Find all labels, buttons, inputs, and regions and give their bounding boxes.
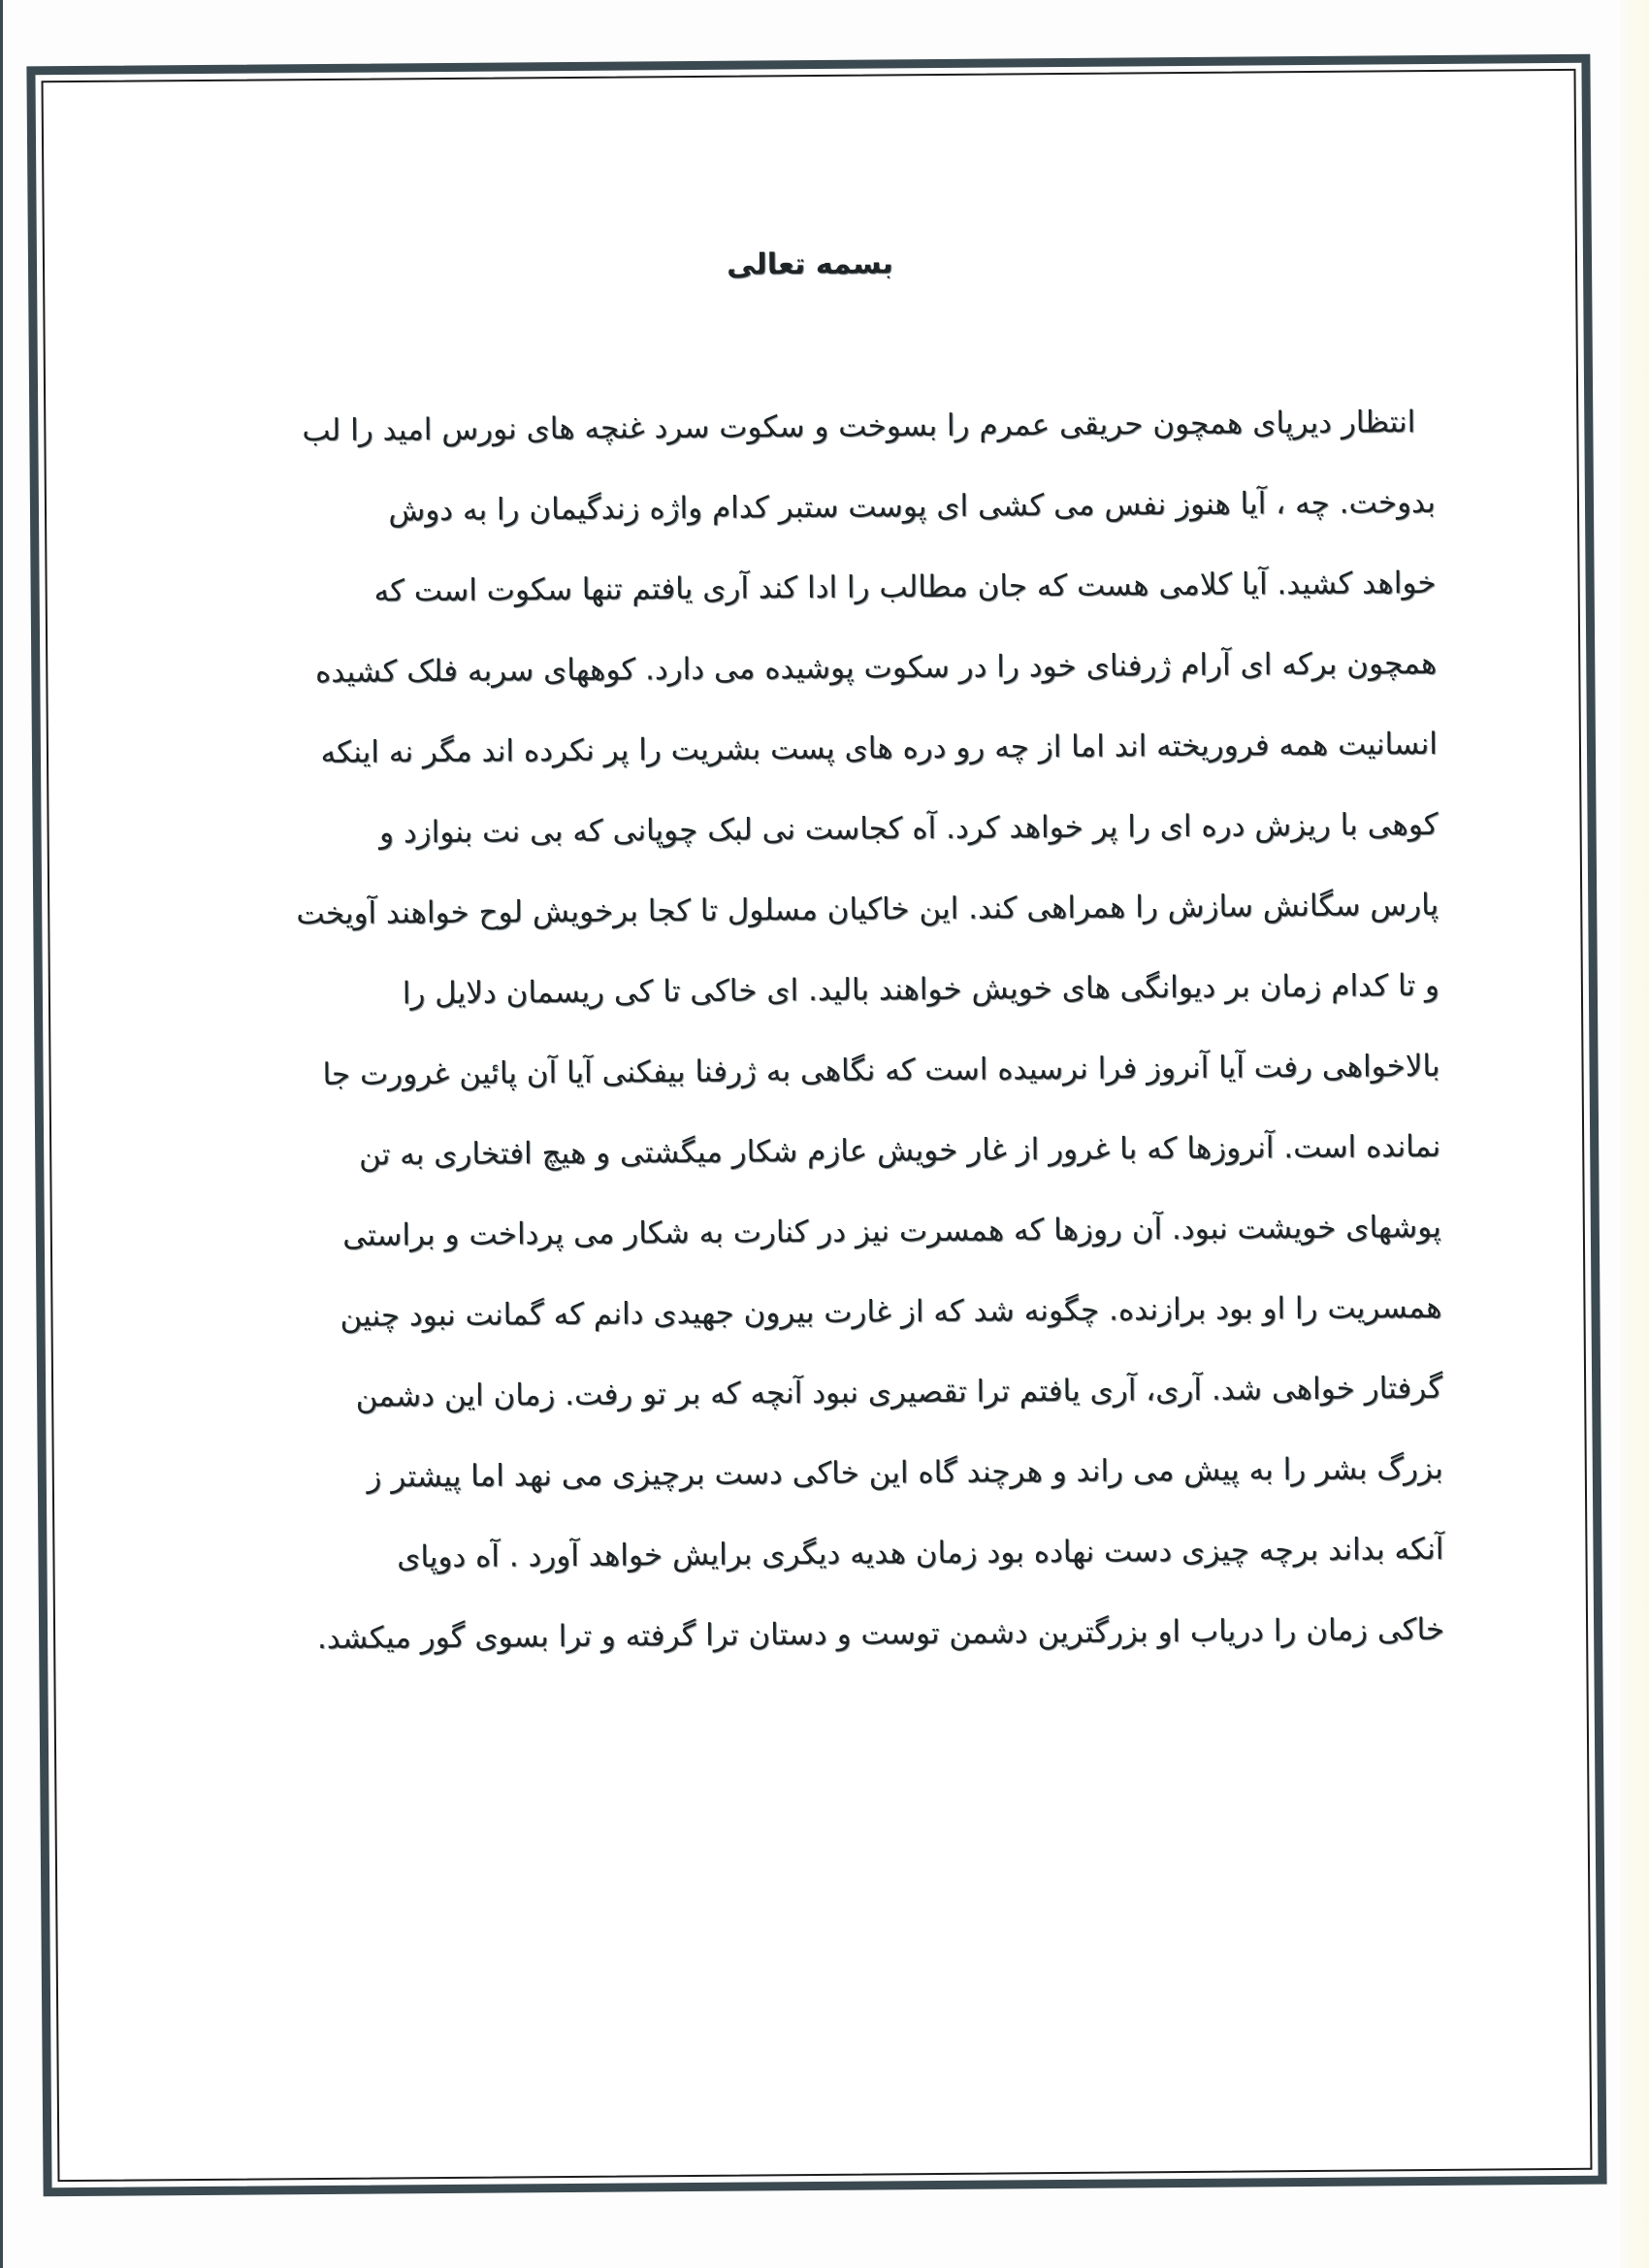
body-line: خواهد کشید. آیا کلامی هست که جان مطالب را ادا کند آری یافتم تنها سکوت است که [373,565,1437,609]
document-title: بسمه تعالی [727,246,893,282]
body-line: بالاخواهی رفت آیا آنروز فرا نرسیده است که نگاهی به ژرفنا بیفکنی آیا آن پائین غرورت جا [322,1048,1440,1092]
body-line: همچون برکه ای آرام ژرفنای خود را در سکوت پوشیده می دارد. کوههای سربه فلک کشیده [314,645,1438,691]
body-line: همسریت را او بود برازنده. چگونه شد که از غارت بیرون جهیدی دانم که گمانت نبود چنین [340,1289,1442,1334]
body-line: پارس سگانش سازش را همراهی کند. این خاکیان مسلول تا کجا برخویش لوح خواهند آویخت [296,887,1439,932]
body-line: نمانده است. آنروزها که با غرور از غار خویش عازم شکار میگشتی و هیچ افتخاری به تن [358,1128,1441,1173]
document-body [162,382,1444,1680]
body-line: انتظار دیرپای همچون حریقی عمرم را بسوخت و سکوت سرد غنچه های نورس امید را لب [302,405,1416,449]
body-line: آنکه بداند برچه چیزی دست نهاده بود زمان هدیه دیگری برایش خواهد آورد . آه دوپای [396,1531,1444,1575]
body-line: بدوخت. چه ، آیا هنوز نفس می کشی ای پوست ستبر کدام واژه زندگیمان را به دوش [388,484,1437,529]
scan-left-edge [0,0,3,2268]
body-line: گرفتار خواهی شد. آری، آری یافتم ترا تقصیری نبود آنچه که بر تو رفت. زمان این دشمن [355,1370,1443,1414]
page-border-inner [42,69,1593,2182]
body-line: انسانیت همه فروریخته اند اما از چه رو دره های پست بشریت را پر نکرده اند مگر نه اینکه [320,726,1439,771]
body-line: خاکی زمان را دریاب او بزرگترین دشمن توست و دستان ترا گرفته و ترا بسوی گور میکشد. [316,1611,1445,1657]
body-line: و تا کدام زمان بر دیوانگی های خویش خواهند بالید. ای خاکی تا کی ریسمان دلایل را [402,967,1440,1012]
body-line: کوهی با ریزش دره ای را پر خواهد کرد. آه کجاست نی لبک چوپانی که بی نت بنوازد و [378,806,1439,851]
body-line: بزرگ بشر را به پیش می راند و هرچند گاه این خاکی دست برچیزی می نهد اما پیشتر ز [367,1450,1443,1495]
body-line: پوشهای خویشت نبود. آن روزها که همسرت نیز در کنارت به شکار می پرداخت و براستی [342,1209,1441,1253]
page-border-outer [26,54,1606,2197]
scan-right-edge [1620,0,1649,2268]
